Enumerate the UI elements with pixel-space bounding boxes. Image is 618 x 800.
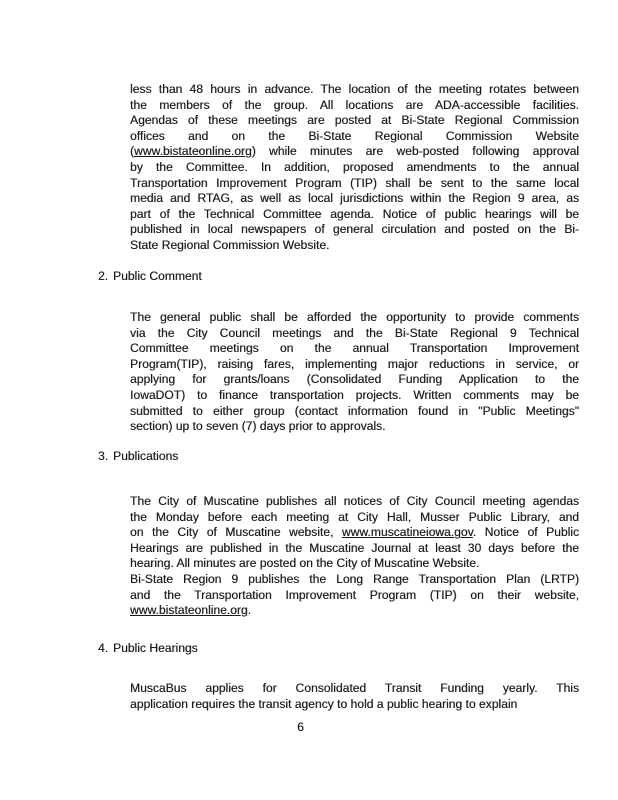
text-run: State Regional Commission Website. bbox=[130, 237, 330, 252]
text-run: via the City Council meetings and the Bi-State Regional 9 Technical bbox=[130, 325, 579, 340]
text-line bbox=[130, 113, 579, 129]
text-line bbox=[130, 341, 579, 357]
section-title: Public Hearings bbox=[113, 641, 198, 655]
text-run: application requires the transit agency to hold a public hearing to explain bbox=[130, 696, 518, 711]
hyperlink-text[interactable]: www.bistateonline.org bbox=[134, 144, 252, 159]
text-line bbox=[130, 160, 579, 176]
text-line bbox=[130, 310, 579, 326]
text-run: . Notice of Public bbox=[472, 525, 579, 540]
text-run: IowaDOT) to finance transportation projects. Written comments may be bbox=[130, 387, 579, 402]
text-line bbox=[130, 144, 579, 160]
section-number: 3. bbox=[98, 449, 109, 463]
text-line bbox=[130, 326, 579, 342]
section-number: 4. bbox=[98, 641, 109, 655]
paragraph-publications bbox=[130, 494, 579, 619]
section-heading-public-hearings bbox=[98, 641, 198, 657]
text-run: media and RTAG, as well as local jurisdictions within the Region 9 area, as bbox=[130, 191, 579, 206]
paragraph-meeting-notice-continued bbox=[130, 82, 579, 254]
text-run: ) while minutes are web-posted following approval bbox=[251, 144, 579, 159]
text-run: applying for grants/loans (Consolidated Funding Application to the bbox=[130, 372, 579, 387]
section-number: 2. bbox=[98, 269, 109, 283]
text-line bbox=[130, 603, 579, 619]
text-line bbox=[130, 222, 579, 238]
text-run: the Monday before each meeting at City Hall, Musser Public Library, and bbox=[130, 509, 579, 524]
text-run: part of the Technical Committee agenda. Notice of public hearings will be bbox=[130, 206, 579, 221]
paragraph-public-hearings bbox=[130, 681, 579, 712]
text-run: on the City of Muscatine website, bbox=[130, 525, 342, 540]
text-run: less than 48 hours in advance. The location of the meeting rotates between bbox=[130, 82, 579, 96]
page-number-footer: 6 bbox=[297, 720, 304, 734]
text-run: The general public shall be afforded the opportunity to provide comments bbox=[130, 310, 579, 324]
text-line bbox=[130, 207, 579, 223]
text-line bbox=[130, 556, 579, 572]
text-run: The City of Muscatine publishes all notices of City Council meeting agendas bbox=[130, 494, 579, 508]
text-run: Agendas of these meetings are posted at Bi-State Regional Commission bbox=[130, 113, 579, 128]
text-run: by the Committee. In addition, proposed amendments to the annual bbox=[130, 159, 579, 174]
text-run: and the Transportation Improvement Program (TIP) on their website, bbox=[130, 587, 579, 602]
text-line bbox=[130, 82, 579, 98]
text-line bbox=[130, 176, 579, 192]
text-line bbox=[130, 357, 579, 373]
text-line bbox=[130, 572, 579, 588]
text-line bbox=[130, 681, 579, 697]
text-run: hearing. All minutes are posted on the City of Muscatine Website. bbox=[130, 556, 480, 571]
text-run: Program(TIP), raising fares, implementing major reductions in service, or bbox=[130, 356, 579, 371]
text-line bbox=[130, 238, 579, 254]
text-run: MuscaBus applies for Consolidated Transit Funding yearly. This bbox=[130, 681, 579, 695]
text-run: the members of the group. All locations are ADA-accessible facilities. bbox=[130, 97, 579, 112]
text-line bbox=[130, 372, 579, 388]
section-title: Public Comment bbox=[113, 269, 202, 283]
text-run: Committee meetings on the annual Transportation Improvement bbox=[130, 341, 579, 356]
text-line bbox=[130, 404, 579, 420]
hyperlink-text[interactable]: www.muscatineiowa.gov bbox=[341, 525, 473, 540]
text-line bbox=[130, 129, 579, 145]
text-run: Bi-State Region 9 publishes the Long Range Transportation Plan (LRTP) bbox=[130, 571, 579, 586]
text-line bbox=[130, 697, 579, 713]
text-line bbox=[130, 510, 579, 526]
text-line bbox=[130, 98, 579, 114]
text-run: submitted to either group (contact information found in "Public Meetings" bbox=[130, 403, 579, 418]
text-line bbox=[130, 494, 579, 510]
text-run: . bbox=[247, 603, 252, 618]
text-run: Transportation Improvement Program (TIP) shall be sent to the same local bbox=[130, 175, 579, 190]
text-line bbox=[130, 525, 579, 541]
section-heading-public-comment bbox=[98, 269, 202, 285]
paragraph-public-comment bbox=[130, 310, 579, 435]
text-line bbox=[130, 191, 579, 207]
text-run: section) up to seven (7) days prior to approvals. bbox=[130, 419, 386, 434]
text-line bbox=[130, 588, 579, 604]
hyperlink-text[interactable]: www.bistateonline.org bbox=[130, 603, 248, 618]
text-line bbox=[130, 541, 579, 557]
text-run: Hearings are published in the Muscatine Journal at least 30 days before the bbox=[130, 540, 579, 555]
text-run: offices and on the Bi-State Regional Commission Website bbox=[130, 128, 579, 143]
text-line bbox=[130, 419, 579, 435]
text-run: ( bbox=[130, 144, 135, 159]
text-line bbox=[130, 388, 579, 404]
section-title: Publications bbox=[113, 449, 179, 463]
section-heading-publications bbox=[98, 449, 178, 465]
text-run: published in local newspapers of general circulation and posted on the Bi- bbox=[130, 222, 579, 237]
